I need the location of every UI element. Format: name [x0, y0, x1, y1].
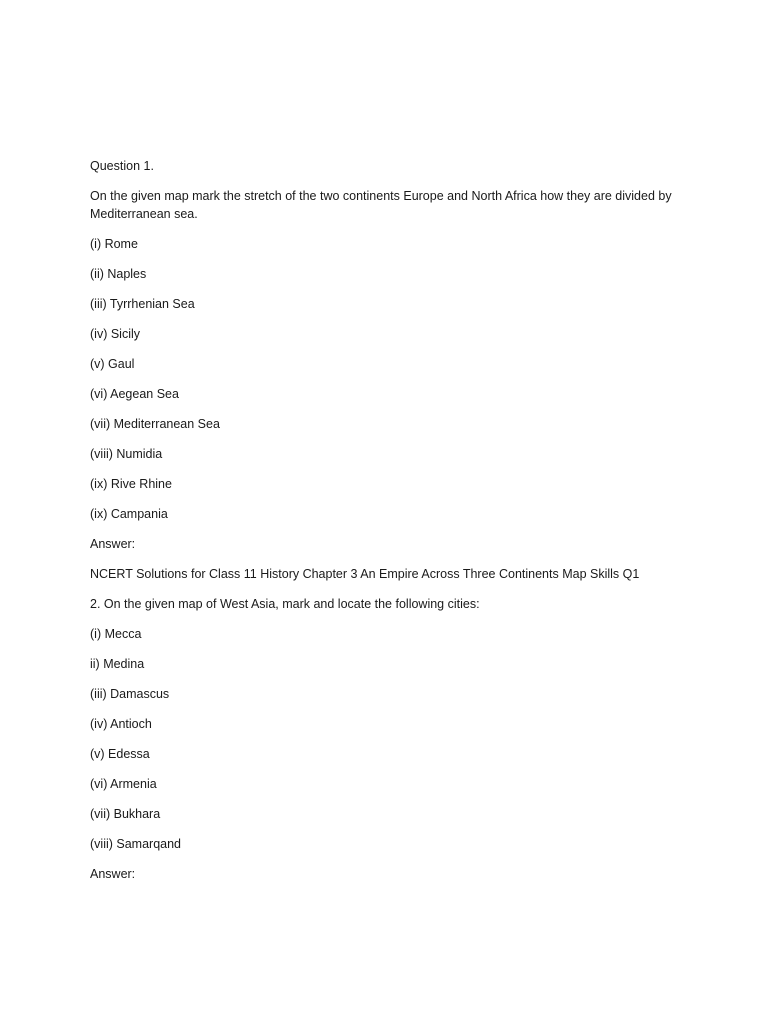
question-2-item: (iii) Damascus — [90, 687, 170, 701]
question-1-item: (v) Gaul — [90, 357, 135, 371]
question-1-item: (iii) Tyrrhenian Sea — [90, 297, 195, 311]
question-1-item: (viii) Numidia — [90, 447, 163, 461]
question-1-item: (iv) Sicily — [90, 327, 140, 341]
question-1-item: (ix) Campania — [90, 507, 168, 521]
question-1-item: (i) Rome — [90, 237, 138, 251]
question-2-item: (iv) Antioch — [90, 717, 152, 731]
question-2-item: (v) Edessa — [90, 747, 150, 761]
question-2-prompt: 2. On the given map of West Asia, mark and locate the following cities: — [90, 597, 480, 611]
question-2-answer-label: Answer: — [90, 867, 136, 881]
question-2-item: ii) Medina — [90, 657, 145, 671]
question-2-item: (viii) Samarqand — [90, 837, 182, 851]
question-1-answer-label: Answer: — [90, 537, 136, 551]
question-1-item: (vi) Aegean Sea — [90, 387, 179, 401]
question-1-item: (vii) Mediterranean Sea — [90, 417, 220, 431]
question-2-item: (vi) Armenia — [90, 777, 157, 791]
question-2-item: (i) Mecca — [90, 627, 142, 641]
question-1-answer-text: NCERT Solutions for Class 11 History Chapter 3 An Empire Across Three Continents Map Skills Q1 — [90, 567, 640, 581]
question-1-item: (ii) Naples — [90, 267, 147, 281]
document-body — [90, 157, 690, 895]
question-1-heading: Question 1. — [90, 159, 154, 173]
question-1-prompt: On the given map mark the stretch of the two continents Europe and North Africa how they are divided by Mediterranean sea. — [90, 189, 672, 221]
question-1-item: (ix) Rive Rhine — [90, 477, 172, 491]
question-2-item: (vii) Bukhara — [90, 807, 161, 821]
